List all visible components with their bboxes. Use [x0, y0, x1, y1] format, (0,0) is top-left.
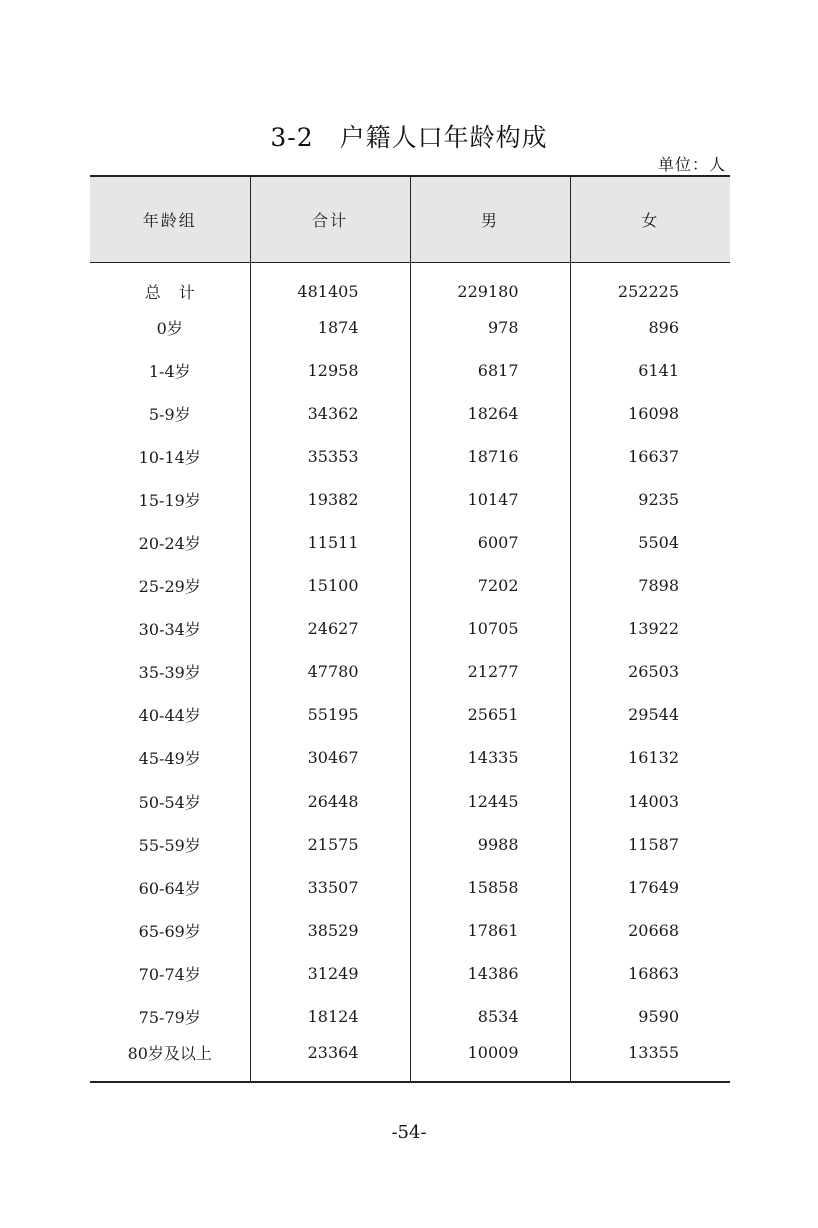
row-female-value: 13922 [570, 607, 730, 650]
table-title: 户籍人口年龄构成 [339, 123, 548, 152]
row-age-group [90, 262, 250, 306]
table-row [90, 392, 730, 435]
unit-label: 单位：人 [657, 155, 726, 174]
table-row [90, 564, 730, 607]
row-male-value: 10147 [410, 478, 570, 521]
row-total-value: 33507 [250, 866, 410, 909]
row-total-value: 21575 [250, 823, 410, 866]
row-age-group: 25-29岁 [138, 577, 201, 597]
row-age-group: 70-74岁 [138, 964, 201, 984]
row-total-value: 31249 [250, 952, 410, 995]
row-male-value: 7202 [410, 564, 570, 607]
row-female-value: 14003 [570, 780, 730, 823]
total-label: 总计 [144, 282, 213, 302]
row-female-value: 11587 [570, 823, 730, 866]
row-female-value: 26503 [570, 650, 730, 693]
row-total-value: 30467 [250, 736, 410, 779]
table-row [90, 650, 730, 693]
table-row [90, 521, 730, 564]
row-male-value: 9988 [410, 823, 570, 866]
table-body [90, 262, 730, 1082]
row-age-group: 5-9岁 [148, 404, 191, 424]
row-female-value: 7898 [570, 564, 730, 607]
row-total-value: 11511 [250, 521, 410, 564]
table-row [90, 952, 730, 995]
table-row [90, 349, 730, 392]
table-row [90, 262, 730, 306]
page-number: -54- [391, 1122, 427, 1143]
row-age-group: 10-14岁 [138, 447, 201, 467]
row-total-value: 19382 [250, 478, 410, 521]
row-male-value: 8534 [410, 995, 570, 1038]
row-female-value: 5504 [570, 521, 730, 564]
row-female-value: 16863 [570, 952, 730, 995]
row-age-group: 45-49岁 [138, 749, 201, 769]
row-female-value: 20668 [570, 909, 730, 952]
row-male-value: 10705 [410, 607, 570, 650]
row-age-group: 55-59岁 [138, 835, 201, 855]
row-age-group: 0岁 [156, 318, 183, 338]
row-male-value: 15858 [410, 866, 570, 909]
row-male-value: 6817 [410, 349, 570, 392]
table-code: 3-2 [270, 123, 314, 152]
row-age-group: 30-34岁 [138, 620, 201, 640]
row-female-value: 17649 [570, 866, 730, 909]
row-total-value: 15100 [250, 564, 410, 607]
row-male-value: 10009 [410, 1038, 570, 1082]
row-age-group: 65-69岁 [138, 921, 201, 941]
table-row [90, 693, 730, 736]
row-total-value: 38529 [250, 909, 410, 952]
row-total-value: 12958 [250, 349, 410, 392]
table-row [90, 909, 730, 952]
row-female-value: 13355 [570, 1038, 730, 1082]
age-composition-table [90, 175, 730, 1083]
table-row [90, 306, 730, 349]
row-age-group: 50-54岁 [138, 792, 201, 812]
table-row [90, 478, 730, 521]
row-female-value: 9590 [570, 995, 730, 1038]
row-age-group: 60-64岁 [138, 878, 201, 898]
row-male-value: 14335 [410, 736, 570, 779]
row-male-value: 18264 [410, 392, 570, 435]
row-female-value: 252225 [570, 262, 730, 306]
header-age-group: 年龄组 [90, 176, 250, 262]
row-male-value: 6007 [410, 521, 570, 564]
row-male-value: 978 [410, 306, 570, 349]
row-total-value: 23364 [250, 1038, 410, 1082]
row-total-value: 35353 [250, 435, 410, 478]
row-male-value: 21277 [410, 650, 570, 693]
row-male-value: 17861 [410, 909, 570, 952]
row-age-group: 1-4岁 [148, 361, 191, 381]
row-male-value: 25651 [410, 693, 570, 736]
table-row [90, 1038, 730, 1082]
table-row [90, 435, 730, 478]
row-age-group: 15-19岁 [138, 490, 201, 510]
row-age-group: 80岁及以上 [90, 1038, 250, 1082]
row-female-value: 9235 [570, 478, 730, 521]
row-total-value: 18124 [250, 995, 410, 1038]
row-female-value: 16132 [570, 736, 730, 779]
row-total-value: 55195 [250, 693, 410, 736]
row-total-value: 481405 [250, 262, 410, 306]
row-age-group: 35-39岁 [138, 663, 201, 683]
row-total-value: 26448 [250, 780, 410, 823]
row-female-value: 6141 [570, 349, 730, 392]
row-total-value: 1874 [250, 306, 410, 349]
row-age-group: 75-79岁 [138, 1008, 201, 1028]
table-row [90, 607, 730, 650]
row-male-value: 12445 [410, 780, 570, 823]
table-row [90, 736, 730, 779]
table-header-row [90, 176, 730, 262]
header-total: 合计 [250, 176, 410, 262]
row-female-value: 16098 [570, 392, 730, 435]
row-age-group: 40-44岁 [138, 706, 201, 726]
table-row [90, 995, 730, 1038]
row-female-value: 16637 [570, 435, 730, 478]
table-row [90, 866, 730, 909]
row-total-value: 24627 [250, 607, 410, 650]
table-row [90, 823, 730, 866]
row-male-value: 14386 [410, 952, 570, 995]
row-male-value: 18716 [410, 435, 570, 478]
table-row [90, 780, 730, 823]
header-male: 男 [410, 176, 570, 262]
row-age-group: 20-24岁 [138, 534, 201, 554]
row-total-value: 34362 [250, 392, 410, 435]
row-male-value: 229180 [410, 262, 570, 306]
header-female: 女 [570, 176, 730, 262]
row-total-value: 47780 [250, 650, 410, 693]
row-female-value: 29544 [570, 693, 730, 736]
page-title [0, 118, 818, 154]
row-female-value: 896 [570, 306, 730, 349]
